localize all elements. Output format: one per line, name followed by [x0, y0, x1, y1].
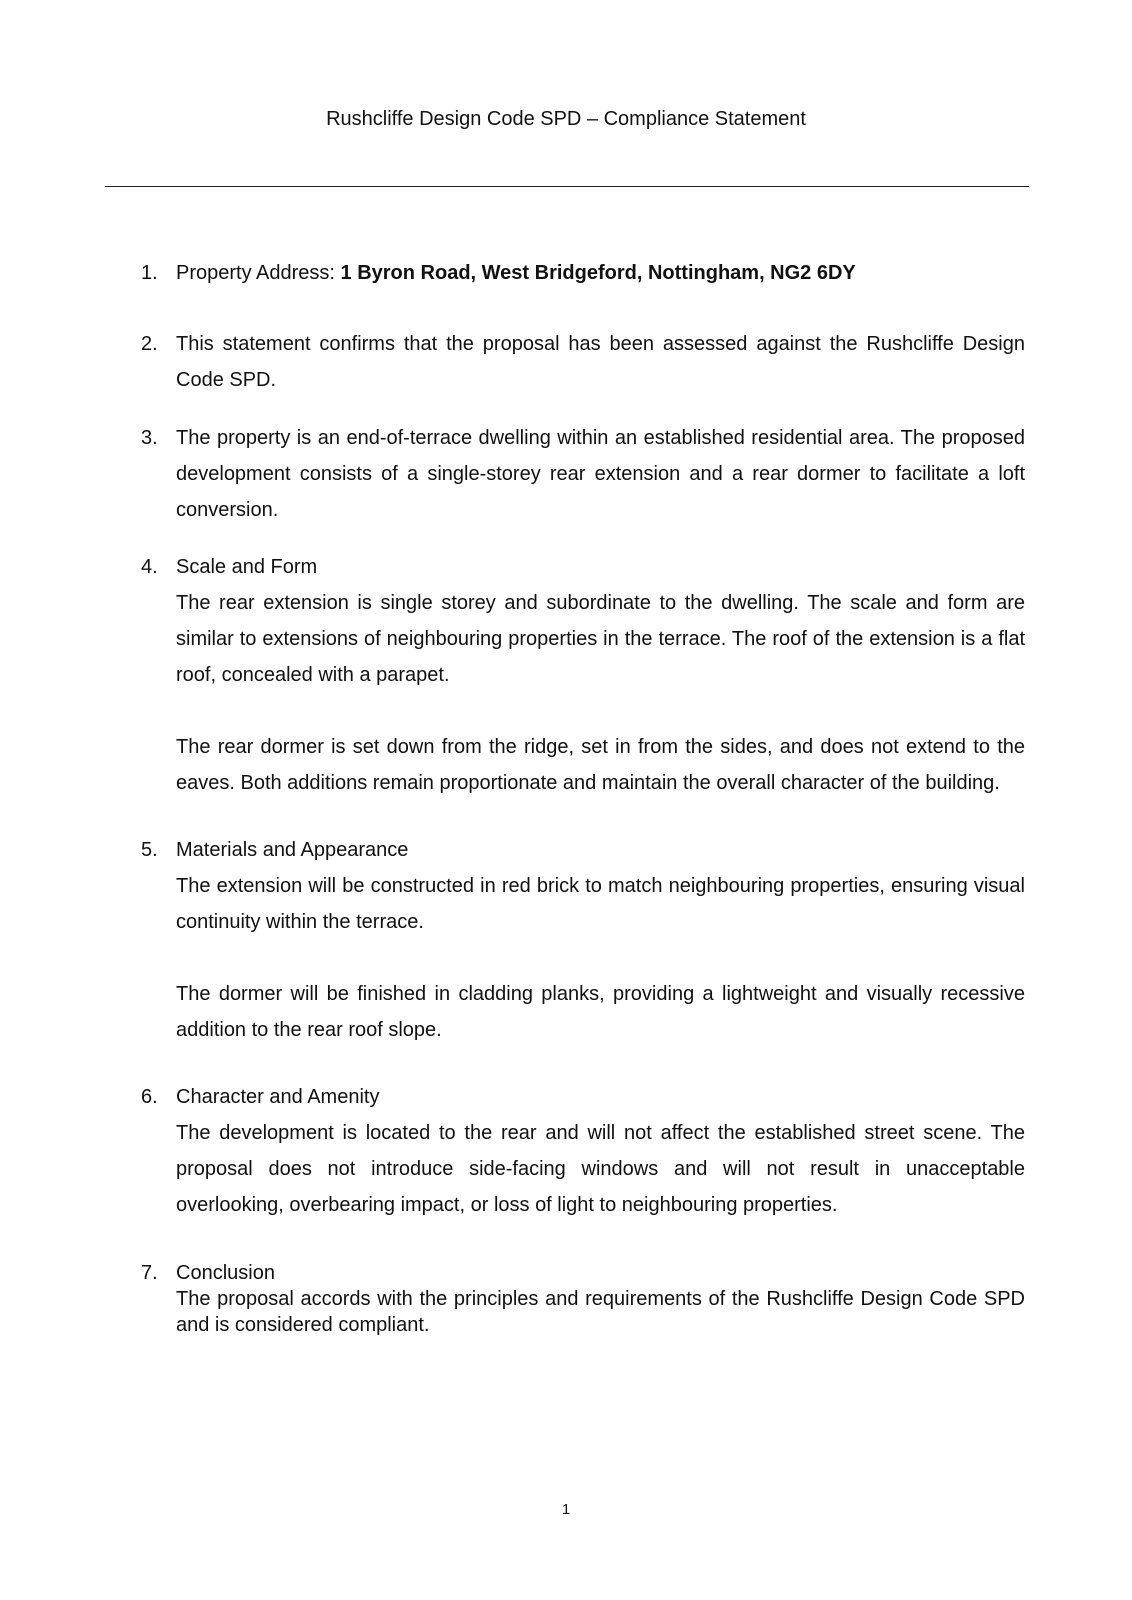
document-header-title: Rushcliffe Design Code SPD – Compliance Statement — [326, 108, 806, 130]
section-paragraph: The extension will be constructed in red brick to match neighbouring properties, ensuring visual continuity within the terrace. — [176, 875, 1025, 933]
section-heading: Conclusion — [176, 1262, 275, 1284]
section-heading: Materials and Appearance — [176, 839, 409, 861]
section-2 — [141, 326, 1025, 398]
section-paragraph: The rear dormer is set down from the ridge, set in from the sides, and does not extend to the eaves. Both additions remain proportionate and maintain the overall character of the building. — [176, 736, 1025, 794]
section-7 — [141, 1255, 1025, 1338]
section-4 — [141, 549, 1025, 801]
section-3 — [141, 420, 1025, 528]
page-number: 1 — [561, 1501, 571, 1518]
property-address-line — [176, 255, 1025, 291]
property-address-label: Property Address: — [176, 262, 341, 284]
property-address-value: 1 Byron Road, West Bridgeford, Nottingham, NG2 6DY — [340, 262, 856, 284]
section-number: 4. — [141, 556, 158, 578]
section-paragraph: The proposal accords with the principles and requirements of the Rushcliffe Design Code SPD and is considered compliant. — [176, 1288, 1025, 1336]
section-heading: Scale and Form — [176, 556, 318, 578]
section-number: 6. — [141, 1086, 158, 1108]
section-paragraph: The development is located to the rear and will not affect the established street scene. The proposal does not introduce side-facing windows and will not result in unacceptable overlooking, overbearing impact, or loss of light to neighbouring properties. — [176, 1122, 1025, 1216]
section-number: 3. — [141, 427, 158, 449]
section-text: This statement confirms that the proposal has been assessed against the Rushcliffe Design Code SPD. — [176, 333, 1025, 391]
section-paragraph: The dormer will be finished in cladding planks, providing a lightweight and visually recessive addition to the rear roof slope. — [176, 983, 1025, 1041]
section-number: 2. — [141, 333, 158, 355]
section-number: 1. — [141, 262, 158, 284]
section-5 — [141, 832, 1025, 1048]
section-paragraph: The rear extension is single storey and subordinate to the dwelling. The scale and form are similar to extensions of neighbouring properties in the terrace. The roof of the extension is a flat roof, concealed with a parapet. — [176, 592, 1025, 686]
section-6 — [141, 1079, 1025, 1223]
section-heading: Character and Amenity — [176, 1086, 380, 1108]
header-divider — [105, 186, 1029, 187]
section-text: The property is an end-of-terrace dwelling within an established residential area. The proposed development consists of a single-storey rear extension and a rear dormer to facilitate a loft conversion. — [176, 427, 1025, 521]
section-1 — [141, 255, 1025, 291]
section-number: 7. — [141, 1262, 158, 1284]
section-number: 5. — [141, 839, 158, 861]
